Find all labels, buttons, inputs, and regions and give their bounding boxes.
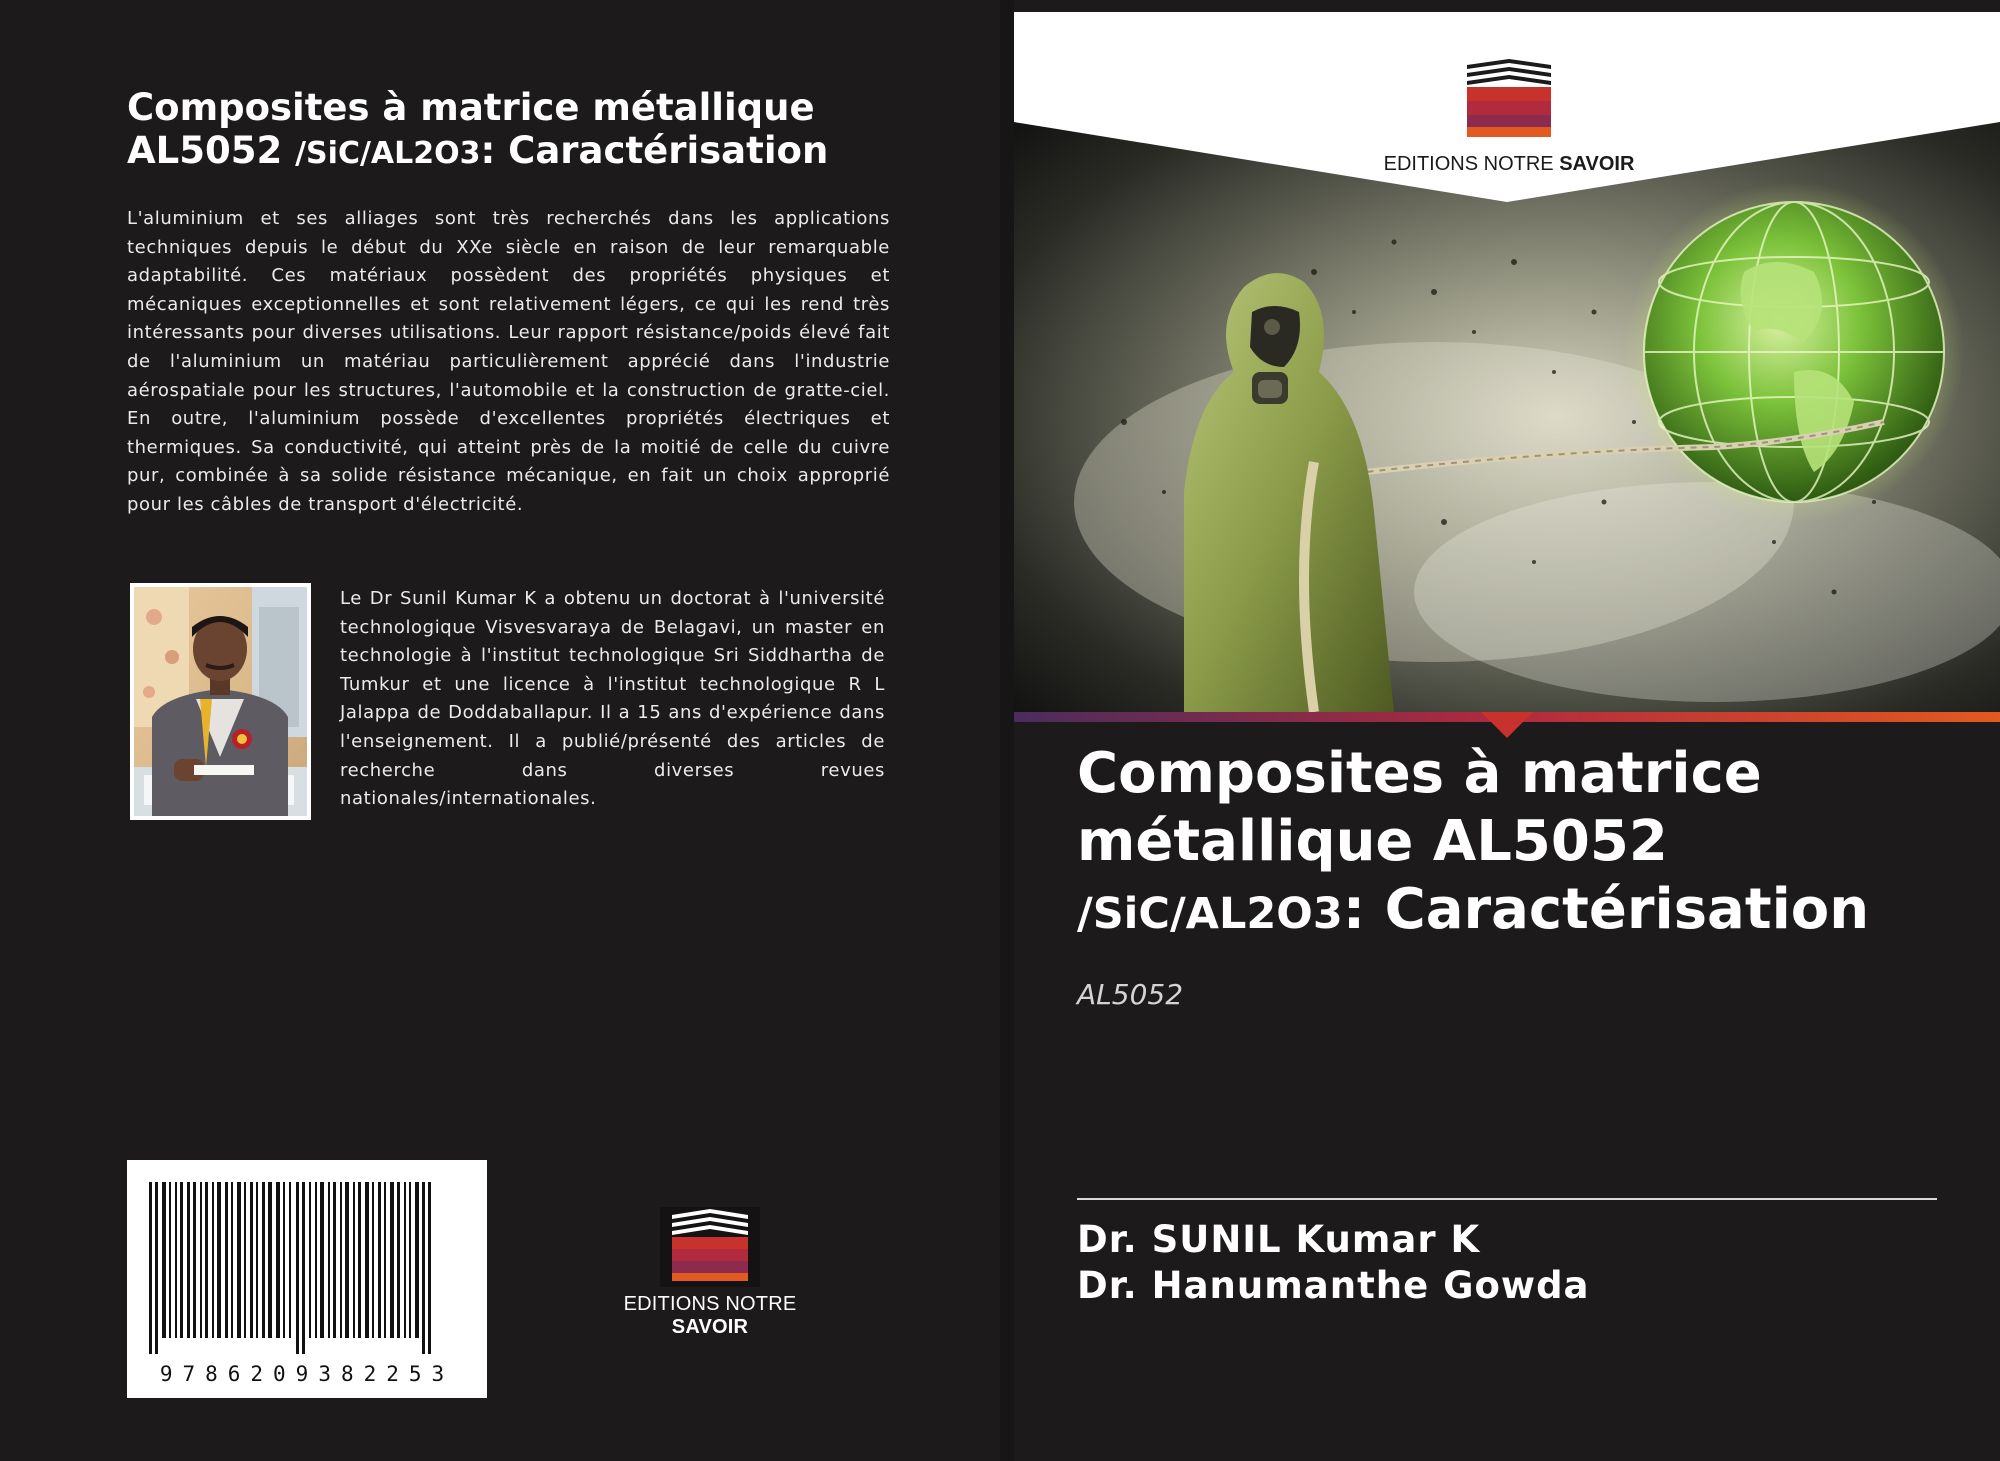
barcode-bar [390, 1182, 394, 1338]
barcode-bar [162, 1182, 166, 1338]
barcode-bar [283, 1182, 285, 1338]
barcode-bar [256, 1182, 258, 1338]
publisher-logo-front [1359, 57, 1659, 177]
author-portrait-image [134, 587, 307, 816]
author-name: Dr. Hanumanthe Gowda [1077, 1264, 1590, 1307]
barcode-bar [268, 1182, 272, 1338]
barcode-bar [225, 1182, 228, 1338]
barcode-bars [127, 1160, 487, 1360]
back-cover-synopsis: L'aluminium et ses alliages sont très recherchés dans les applications techniques depuis le début du XXe siècle en raison de leur remarquable adaptabilité. Ces matériaux possèdent des propriétés physiques et mécaniques exceptionnelles et sont relativement légers, ce qui les rend très intéressants pour diverses utilisations. Leur rapport résistance/poids élevé fait de l'aluminium un matériau particulièrement apprécié dans l'industrie aérospatiale pour les structures, l'automobile et la construction de gratte-ciel. En outre, l'aluminium possède d'excellentes propriétés électriques et thermiques. Sa conductivité, qui atteint près de la moitié de celle du cuivre pur, combinée à sa solide résistance mécanique, en fait un choix approprié pour les câbles de transport d'électricité. [127, 208, 890, 515]
front-cover-subtitle: AL5052 [1077, 978, 1184, 1011]
banner-pointer-icon [1481, 712, 1533, 740]
barcode-bar [345, 1182, 349, 1338]
publisher-name-bold: SAVOIR [671, 1316, 749, 1338]
barcode-bar [328, 1182, 330, 1338]
barcode-bar [296, 1182, 299, 1354]
author-photo [130, 583, 311, 820]
barcode-bar [217, 1182, 221, 1338]
barcode-bar [187, 1182, 190, 1338]
barcode-bar [212, 1182, 214, 1338]
barcode-bar [276, 1182, 280, 1338]
front-title-formula: /SiC/AL2O3 [1077, 889, 1343, 939]
barcode-bar [422, 1182, 425, 1354]
barcode-bar [409, 1182, 411, 1338]
cover-illustration [1014, 122, 2000, 722]
back-cover-title [127, 86, 907, 175]
barcode-bar [169, 1182, 171, 1338]
publisher-name-back [590, 1293, 830, 1339]
front-title-line1: Composites à matrice [1077, 741, 1762, 806]
barcode-bar [320, 1182, 324, 1338]
barcode-bar [200, 1182, 202, 1338]
author-biography: Le Dr Sunil Kumar K a obtenu un doctorat à l'université technologique Visvesvaraya de Belagavi, un master en technologie à l'institut technologique Sri Siddhartha de Tumkur et une licence à l'institut technologique R L Jalappa de Doddaballapur. Il a 15 ans d'expérience dans l'enseignement. Il a publié/présenté des articles de recherche dans diverses revues nationales/internationales. [340, 588, 885, 810]
barcode-bar [244, 1182, 246, 1338]
barcode-bar [250, 1182, 253, 1338]
back-title-tail: : Caractérisation [480, 129, 829, 172]
publisher-name-front [1359, 153, 1659, 176]
front-title-line2: métallique AL5052 [1077, 809, 1668, 874]
barcode-bar [175, 1182, 177, 1338]
divider-line [1077, 1198, 1937, 1200]
barcode-bar [231, 1182, 233, 1338]
front-title-tail: : Caractérisation [1342, 877, 1870, 942]
barcode-bar [237, 1182, 241, 1338]
barcode-bar [378, 1182, 381, 1338]
publisher-name-bold: SAVOIR [1559, 153, 1635, 175]
barcode-bar [353, 1182, 355, 1338]
barcode-bar [358, 1182, 361, 1338]
barcode-bar [340, 1182, 342, 1338]
barcode-bar [372, 1182, 374, 1338]
barcode-bar [149, 1182, 152, 1354]
barcode-bar [180, 1182, 183, 1338]
isbn-number: 9786209382253 [159, 1362, 455, 1386]
barcode-bar [193, 1182, 196, 1338]
publisher-logo-back [590, 1205, 830, 1338]
author-name: Dr. SUNIL Kumar K [1077, 1218, 1481, 1261]
barcode-bar [155, 1182, 158, 1354]
book-spine [1000, 0, 1014, 1461]
publisher-name-light: EDITIONS NOTRE [623, 1293, 797, 1315]
barcode-bar [333, 1182, 336, 1338]
barcode-bar [404, 1182, 406, 1338]
barcode-bar [309, 1182, 311, 1338]
publisher-name-light: EDITIONS NOTRE [1383, 153, 1560, 175]
front-cover-title [1077, 740, 1977, 948]
barcode-bar [384, 1182, 386, 1338]
barcode-bar [262, 1182, 265, 1338]
book-stack-logo-icon [590, 1205, 830, 1295]
front-cover [1014, 12, 2000, 1461]
barcode-bar [315, 1182, 317, 1338]
book-stack-logo-icon [1359, 57, 1659, 147]
barcode-bar [428, 1182, 431, 1354]
barcode-bar [415, 1182, 419, 1338]
back-title-formula: /SiC/AL2O3 [295, 136, 481, 171]
isbn-barcode [127, 1160, 487, 1398]
barcode-bar [289, 1182, 291, 1338]
barcode-bar [365, 1182, 369, 1338]
barcode-bar [302, 1182, 305, 1354]
back-title-main: Composites à matrice métallique AL5052 [127, 86, 815, 172]
barcode-bar [205, 1182, 208, 1338]
barcode-bar [397, 1182, 400, 1338]
